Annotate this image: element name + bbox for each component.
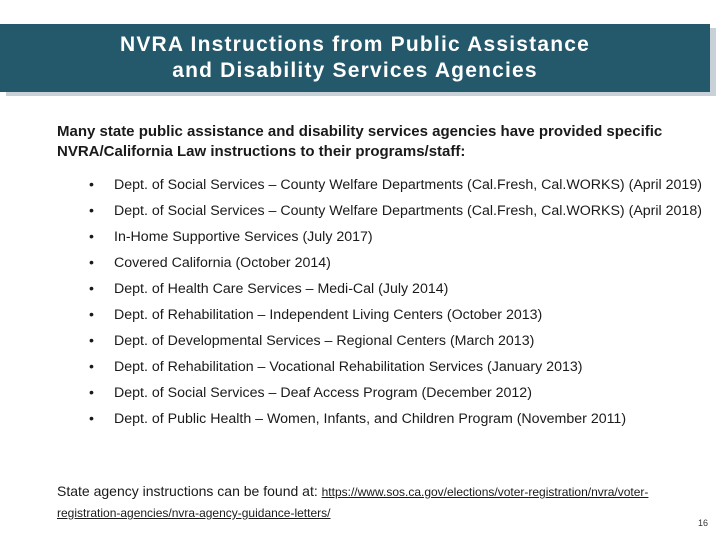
slide-title-line-2: and Disability Services Agencies <box>172 59 538 82</box>
list-item <box>89 305 709 325</box>
bullet-icon: • <box>89 333 94 349</box>
list-item-text: Dept. of Health Care Services – Medi-Cal (July 2014) <box>114 281 449 297</box>
title-bar <box>0 24 710 92</box>
slide-title <box>120 32 590 84</box>
list-item <box>89 331 709 351</box>
bullet-icon: • <box>89 359 94 375</box>
list-item-text: Dept. of Social Services – Deaf Access Program (December 2012) <box>114 385 532 401</box>
bullet-icon: • <box>89 411 94 427</box>
list-item-text: Dept. of Social Services – County Welfare Departments (Cal.Fresh, Cal.WORKS) (April 2018) <box>114 203 702 219</box>
list-item <box>89 383 709 403</box>
slide-title-line-1: NVRA Instructions from Public Assistance <box>119 33 591 56</box>
bullet-icon: • <box>89 385 94 401</box>
bullet-icon: • <box>89 281 94 297</box>
list-item-text: Dept. of Developmental Services – Regional Centers (March 2013) <box>114 333 535 349</box>
list-item-text: Dept. of Public Health – Women, Infants, and Children Program (November 2011) <box>114 411 627 427</box>
list-item <box>89 201 709 221</box>
list-item-text: In-Home Supportive Services (July 2017) <box>114 229 373 245</box>
bullet-icon: • <box>89 177 94 193</box>
list-item-text: Dept. of Rehabilitation – Vocational Rehabilitation Services (January 2013) <box>114 359 583 375</box>
list-item <box>89 409 709 429</box>
list-item <box>89 357 709 377</box>
footer-text: State agency instructions can be found at: <box>57 483 322 499</box>
list-item-text: Dept. of Social Services – County Welfare Departments (Cal.Fresh, Cal.WORKS) (April 2019) <box>114 177 702 193</box>
list-item <box>89 227 709 247</box>
bullet-icon: • <box>89 255 94 271</box>
list-item <box>89 175 709 195</box>
agency-guidance-link[interactable]: https://www.sos.ca.gov/elections/voter-registration/nvra/voter-registration-agencies/nvra-agency-guidance-letters/ <box>57 485 649 520</box>
bullet-icon: • <box>89 307 94 323</box>
bullet-icon: • <box>89 229 94 245</box>
agency-list <box>89 175 709 435</box>
page-number: 16 <box>697 518 708 528</box>
footer-note <box>57 481 657 523</box>
bullet-icon: • <box>89 203 94 219</box>
intro-text: Many state public assistance and disability services agencies have provided specific NVRA/California Law instructions to their programs/staff: <box>57 123 663 160</box>
list-item-text: Dept. of Rehabilitation – Independent Living Centers (October 2013) <box>114 307 543 323</box>
list-item <box>89 279 709 299</box>
list-item <box>89 253 709 273</box>
list-item-text: Covered California (October 2014) <box>114 255 331 271</box>
